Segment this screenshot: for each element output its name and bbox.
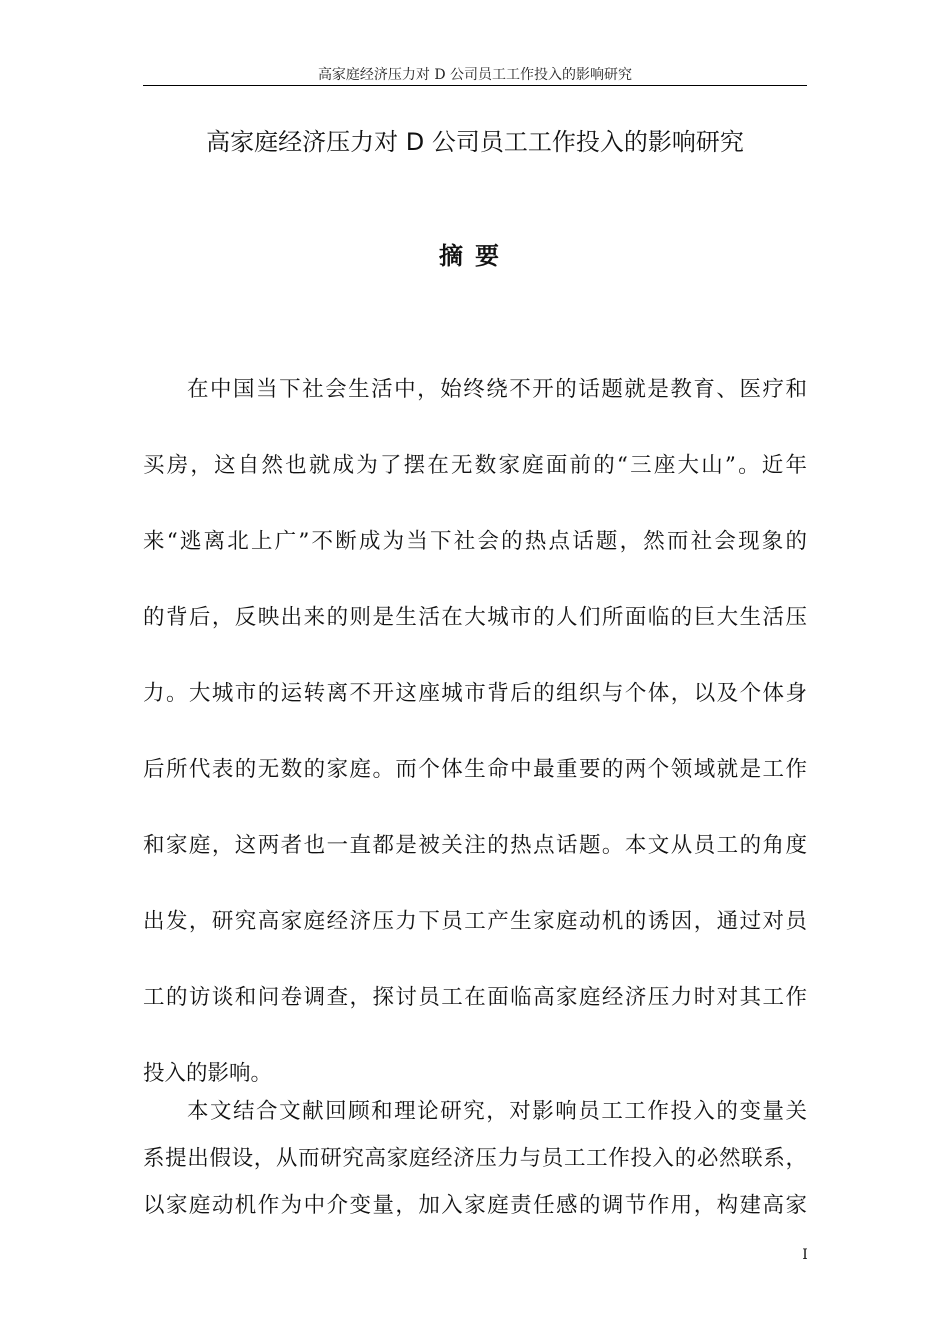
paragraph-line: 工的访谈和问卷调查，探讨员工在面临高家庭经济压力时对其工作 xyxy=(143,985,807,1010)
paragraph-line: 本文结合文献回顾和理论研究，对影响员工工作投入的变量关 xyxy=(187,1099,807,1124)
running-header: 高家庭经济压力对 D 公司员工工作投入的影响研究 xyxy=(317,67,633,83)
header-rule xyxy=(143,85,807,86)
paragraph-line: 投入的影响。 xyxy=(143,1061,273,1086)
document-title: 高家庭经济压力对 D 公司员工工作投入的影响研究 xyxy=(206,128,744,156)
abstract-paragraph-1 xyxy=(143,352,807,1112)
paragraph-line: 的背后，反映出来的则是生活在大城市的人们所面临的巨大生活压 xyxy=(143,605,807,630)
paragraph-line: 在中国当下社会生活中，始终绕不开的话题就是教育、医疗和 xyxy=(187,377,807,402)
paragraph-line: 出发，研究高家庭经济压力下员工产生家庭动机的诱因，通过对员 xyxy=(143,909,807,934)
paragraph-line: 买房，这自然也就成为了摆在无数家庭面前的“三座大山”。近年 xyxy=(143,453,807,478)
paragraph-line: 系提出假设，从而研究高家庭经济压力与员工工作投入的必然联系， xyxy=(143,1146,807,1171)
page-number: I xyxy=(802,1247,808,1263)
abstract-paragraph-2 xyxy=(143,1088,807,1229)
paragraph-line: 和家庭，这两者也一直都是被关注的热点话题。本文从员工的角度 xyxy=(143,833,807,858)
paragraph-line: 力。大城市的运转离不开这座城市背后的组织与个体，以及个体身 xyxy=(143,681,807,706)
paragraph-line: 后所代表的无数的家庭。而个体生命中最重要的两个领域就是工作 xyxy=(143,757,807,782)
abstract-heading: 摘要 xyxy=(439,242,511,270)
paragraph-line: 以家庭动机作为中介变量，加入家庭责任感的调节作用，构建高家 xyxy=(143,1193,807,1218)
paragraph-line: 来“逃离北上广”不断成为当下社会的热点话题，然而社会现象的 xyxy=(143,529,807,554)
